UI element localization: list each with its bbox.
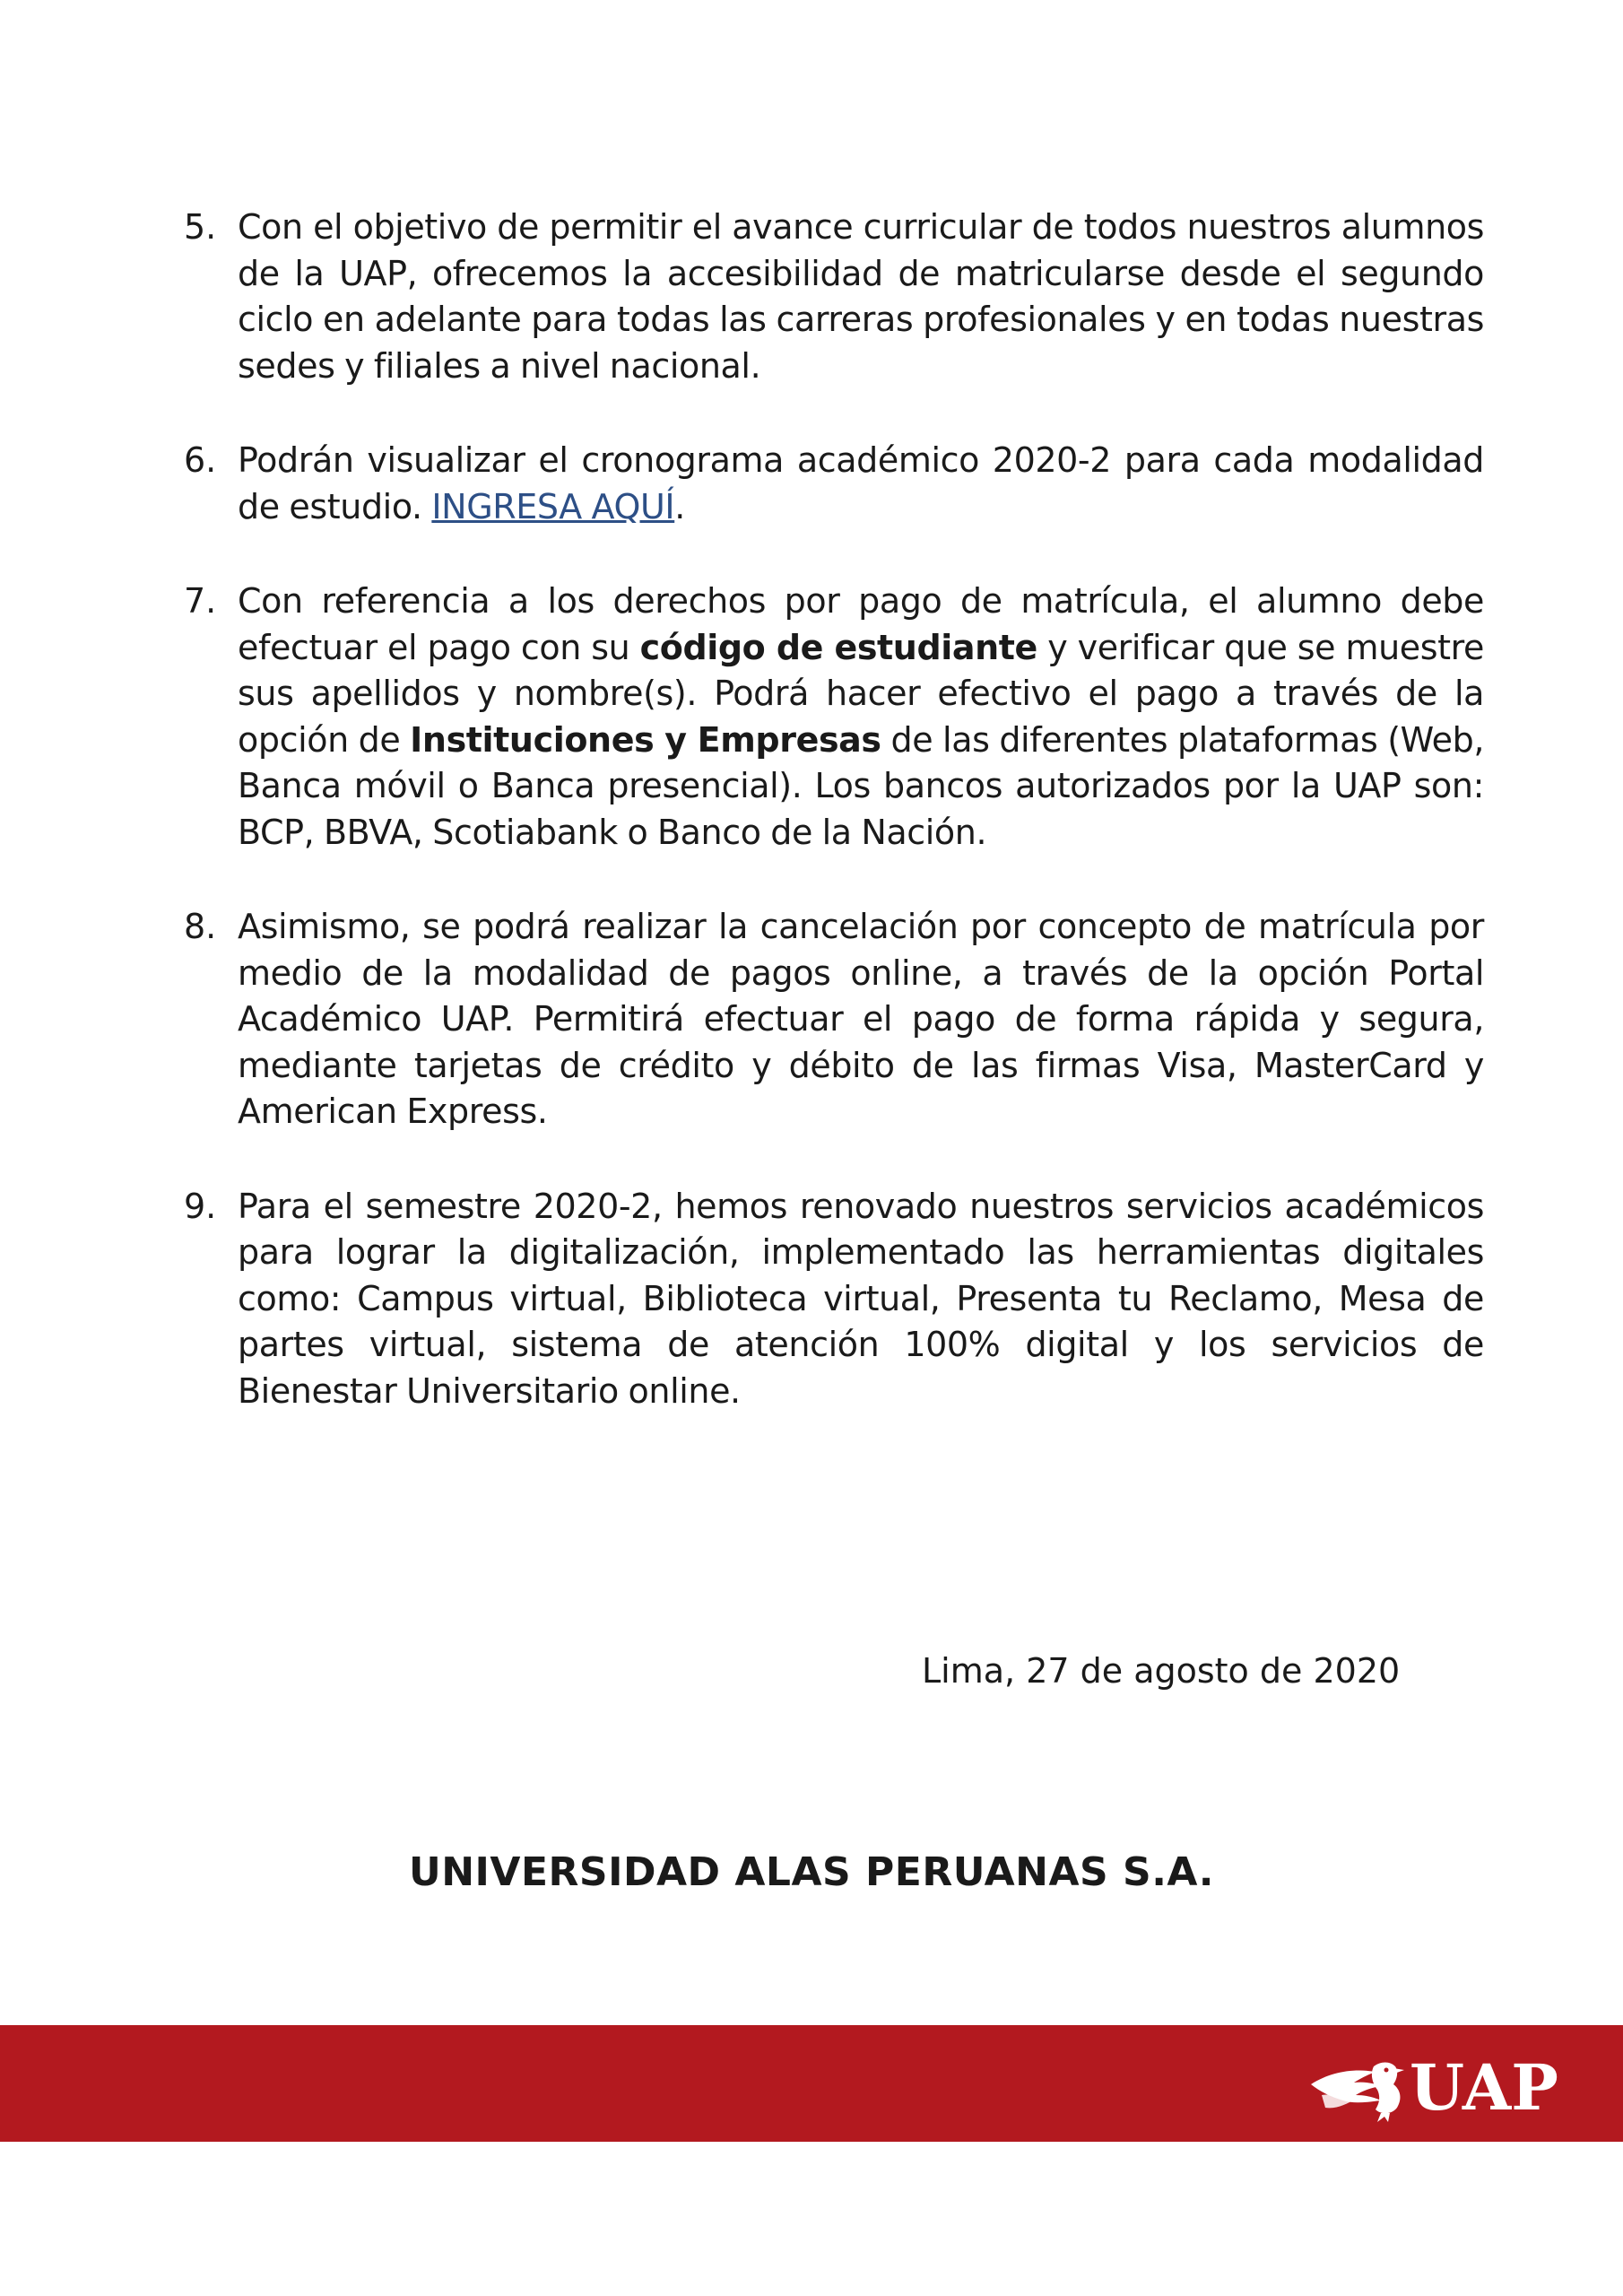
footer-band	[0, 2025, 1623, 2142]
item-text	[238, 438, 1484, 530]
logo-text: UAP	[1410, 2050, 1558, 2125]
winged-mascot-icon	[1311, 2063, 1404, 2123]
item-number: 5.	[184, 207, 217, 247]
item-text-segment: Asimismo, se podrá realizar la cancelación por concepto de matrícula por medio de la modalidad de pagos online, a través de la opción Portal Académico UAP. Permitirá efectuar el pago de forma rápida y segura, mediante tarjetas de crédito y débito de las firmas Visa, MasterCard y American Express.	[238, 907, 1484, 1131]
date-line: Lima, 27 de agosto de 2020	[922, 1651, 1401, 1691]
item-text-segment: Con referencia a los derechos por pago de matrícula, el alumno debe efectuar el pago con su	[238, 581, 1484, 667]
emphasis-text: código de estudiante	[639, 627, 1037, 667]
uap-logo	[1304, 2045, 1582, 2126]
signature: UNIVERSIDAD ALAS PERUANAS S.A.	[408, 1849, 1215, 1895]
list-item	[184, 578, 1484, 856]
item-text-segment: Podrán visualizar el cronograma académico 2020-2 para cada modalidad de estudio.	[238, 440, 1484, 526]
item-text	[238, 1184, 1484, 1415]
list-item	[184, 438, 1484, 530]
item-text-segment: Con el objetivo de permitir el avance curricular de todos nuestros alumnos de la UAP, ofrecemos la accesibilidad de matricularse desde el segundo ciclo en adelante para todas las carreras profesionales y en todas nuestras sedes y filiales a nivel nacional.	[238, 207, 1484, 386]
item-text	[238, 904, 1484, 1135]
document-body	[184, 204, 1484, 1463]
emphasis-text: Instituciones y Empresas	[410, 719, 881, 760]
item-text-segment: y verificar que se muestre sus apellidos y nombre(s). Podrá hacer efectivo el pago a través de la opción de	[238, 627, 1484, 760]
item-number: 7.	[184, 581, 217, 621]
item-number: 9.	[184, 1186, 217, 1226]
list-item	[184, 904, 1484, 1135]
item-text-segment: de las diferentes plataformas (Web, Banca móvil o Banca presencial). Los bancos autorizados por la UAP son: BCP, BBVA, Scotiabank o Banco de la Nación.	[238, 719, 1484, 852]
item-text-segment: .	[674, 486, 685, 526]
list-item	[184, 204, 1484, 389]
item-text	[238, 204, 1484, 389]
item-number: 6.	[184, 440, 217, 480]
list-item	[184, 1184, 1484, 1415]
item-number: 8.	[184, 907, 217, 946]
ingresa-aqui-link[interactable]: INGRESA AQUÍ	[431, 486, 675, 526]
item-text-segment: Para el semestre 2020-2, hemos renovado nuestros servicios académicos para lograr la digitalización, implementado las herramientas digitales como: Campus virtual, Biblioteca virtual, Presenta tu Reclamo, Mesa de partes virtual, sistema de atención 100% digital y los servicios de Bienestar Universitario online.	[238, 1186, 1484, 1411]
item-text	[238, 578, 1484, 856]
